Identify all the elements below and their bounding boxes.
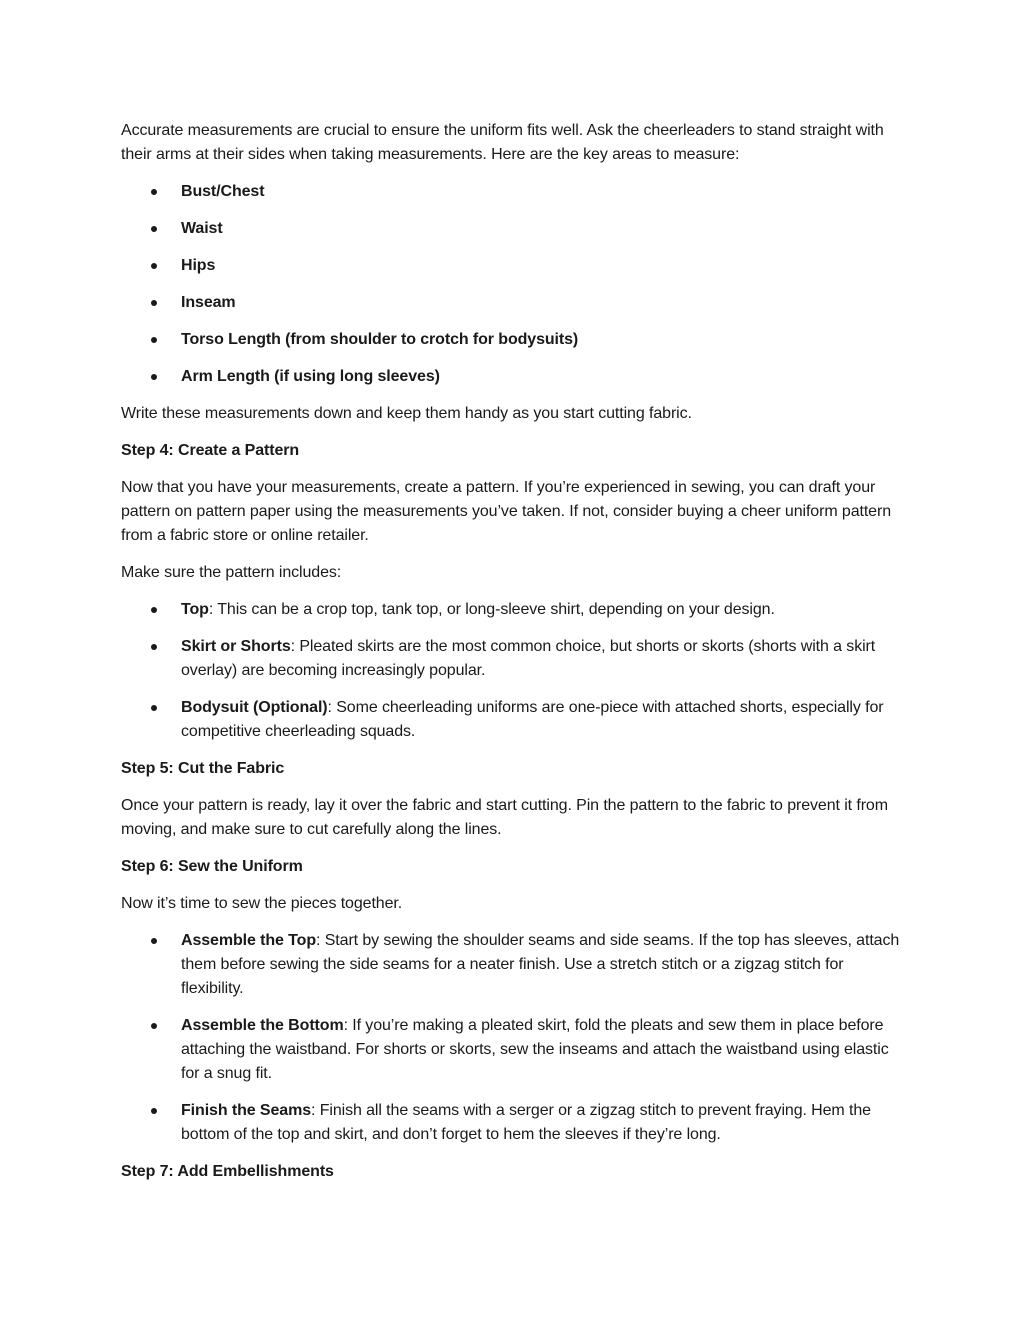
- bullet-icon: [151, 300, 157, 306]
- step6-heading: Step 6: Sew the Uniform: [121, 858, 303, 875]
- list-item: Bodysuit (Optional): Some cheerleading uniforms are one-piece with attached shorts, especially for competitive cheerleading squads.: [121, 696, 906, 744]
- step6-paragraph: Now it’s time to sew the pieces together.: [121, 895, 403, 912]
- bullet-icon: [151, 1023, 157, 1029]
- write-down-paragraph: Write these measurements down and keep them handy as you start cutting fabric.: [121, 405, 692, 422]
- bullet-icon: [151, 644, 157, 650]
- list-item: Inseam: [121, 291, 906, 315]
- list-item: Finish the Seams: Finish all the seams with a serger or a zigzag stitch to prevent fraying. Hem the bottom of the top and skirt, and don’t forget to hem the sleeves if they’re long.: [121, 1099, 906, 1147]
- step7-heading: Step 7: Add Embellishments: [121, 1163, 334, 1180]
- step4-includes: Make sure the pattern includes:: [121, 564, 342, 581]
- pattern-parts-list: [121, 598, 906, 744]
- list-item: Assemble the Bottom: If you’re making a pleated skirt, fold the pleats and sew them in place before attaching the waistband. For shorts or skorts, sew the inseams and attach the waistband using elastic for a snug fit.: [121, 1014, 906, 1086]
- list-item: Arm Length (if using long sleeves): [121, 365, 906, 389]
- bullet-icon: [151, 938, 157, 944]
- bullet-icon: [151, 1108, 157, 1114]
- bullet-icon: [151, 337, 157, 343]
- list-item: Assemble the Top: Start by sewing the shoulder seams and side seams. If the top has sleeves, attach them before sewing the side seams for a neater finish. Use a stretch stitch or a zigzag stitch for flexibility.: [121, 929, 906, 1001]
- bullet-icon: [151, 263, 157, 269]
- bullet-icon: [151, 189, 157, 195]
- bullet-icon: [151, 226, 157, 232]
- step4-heading: Step 4: Create a Pattern: [121, 442, 300, 459]
- intro-paragraph: Accurate measurements are crucial to ensure the uniform fits well. Ask the cheerleaders to stand straight with their arms at their sides when taking measurements. Here are the key areas to measure:: [121, 122, 884, 163]
- sewing-steps-list: [121, 929, 906, 1147]
- document-page: [121, 119, 906, 1197]
- measurement-list: [121, 180, 906, 389]
- list-item: Waist: [121, 217, 906, 241]
- list-item: Top: This can be a crop top, tank top, or long-sleeve shirt, depending on your design.: [121, 598, 906, 622]
- list-item: Bust/Chest: [121, 180, 906, 204]
- list-item: Skirt or Shorts: Pleated skirts are the most common choice, but shorts or skorts (shorts with a skirt overlay) are becoming increasingly popular.: [121, 635, 906, 683]
- list-item: Torso Length (from shoulder to crotch for bodysuits): [121, 328, 906, 352]
- list-item: Hips: [121, 254, 906, 278]
- bullet-icon: [151, 607, 157, 613]
- bullet-icon: [151, 374, 157, 380]
- step4-paragraph: Now that you have your measurements, create a pattern. If you’re experienced in sewing, you can draft your pattern on pattern paper using the measurements you’ve taken. If not, consider buying a cheer uniform pattern from a fabric store or online retailer.: [121, 479, 892, 544]
- step5-heading: Step 5: Cut the Fabric: [121, 760, 285, 777]
- step5-paragraph: Once your pattern is ready, lay it over the fabric and start cutting. Pin the pattern to the fabric to prevent it from moving, and make sure to cut carefully along the lines.: [121, 797, 888, 838]
- bullet-icon: [151, 705, 157, 711]
